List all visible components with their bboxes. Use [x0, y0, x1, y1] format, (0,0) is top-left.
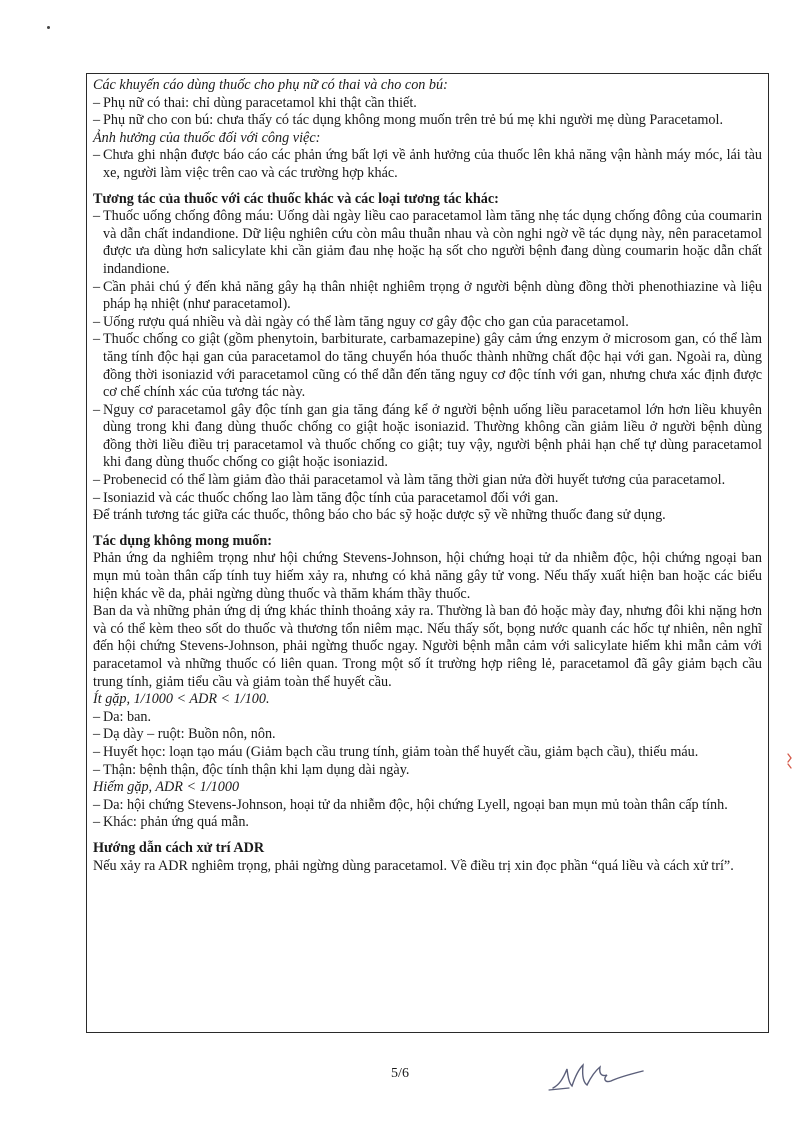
list-item: – Thuốc chống co giật (gồm phenytoin, barbiturate, carbamazepine) gây cảm ứng enzym ở microsom gan, có thể làm tăng tính độc hại gan của paracetamol do tăng chuyển hóa thuốc thành những chất độc hại với gan. Ngoài ra, dùng đồng thời isoniazid với paracetamol cũng có thể dẫn đến tăng nguy cơ độc tính với gan, nhưng chưa xác định được cơ chế chính xác của tương tác này. — [93, 331, 762, 401]
list-item-text: Isoniazid và các thuốc chống lao làm tăng độc tính của paracetamol đối với gan. — [103, 489, 559, 506]
list-item-text: Da: ban. — [103, 708, 152, 725]
interactions-section — [93, 191, 762, 525]
list-item-text: Cần phải chú ý đến khả năng gây hạ thân nhiệt nghiêm trọng ở người bệnh dùng đồng thời phenothiazine và liệu pháp hạ nhiệt (như paracetamol). — [103, 278, 762, 313]
list-item-text: Phụ nữ có thai: chỉ dùng paracetamol khi thật cần thiết. — [103, 94, 417, 111]
pregnancy-section — [93, 77, 762, 130]
uncommon-heading: Ít gặp, 1/1000 < ADR < 1/100. — [93, 691, 270, 708]
list-item-text: Huyết học: loạn tạo máu (Giảm bạch cầu trung tính, giảm toàn thể huyết cầu, giảm bạch cầu), thiếu máu. — [103, 743, 699, 760]
page-number: 5/6 — [391, 1066, 409, 1081]
adverse-section — [93, 533, 762, 832]
list-item: – Huyết học: loạn tạo máu (Giảm bạch cầu trung tính, giảm toàn thể huyết cầu, giảm bạch cầu), thiếu máu. — [93, 743, 699, 760]
adverse-heading: Tác dụng không mong muốn: — [93, 532, 272, 549]
list-item: – Uống rượu quá nhiều và dài ngày có thể làm tăng nguy cơ gây độc cho gan của paracetamol. — [93, 313, 629, 330]
adverse-paragraph: Phản ứng da nghiêm trọng như hội chứng Stevens-Johnson, hội chứng hoại tử da nhiễm độc, hội chứng ngoại ban mụn mủ toàn thân cấp tính tuy hiếm xảy ra, nhưng có khả năng gây tử vong. Nếu thấy xuất hiện ban hoặc các biểu hiện khác về da, phải ngừng dùng thuốc và thăm khám thầy thuốc. — [93, 550, 762, 602]
list-item-text: Chưa ghi nhận được báo cáo các phản ứng bất lợi về ảnh hưởng của thuốc lên khả năng vận hành máy móc, lái tàu xe, người làm việc trên cao và các trường hợp khác. — [103, 147, 762, 181]
list-item: – Dạ dày – ruột: Buồn nôn, nôn. — [93, 726, 276, 743]
list-item: – Thận: bệnh thận, độc tính thận khi lạm dụng dài ngày. — [93, 761, 410, 778]
management-section — [93, 840, 762, 875]
list-item: – Thuốc uống chống đông máu: Uống dài ngày liều cao paracetamol làm tăng nhẹ tác dụng chống đông của coumarin và dẫn chất indandione. Dữ liệu nghiên cứu còn mâu thuẫn nhau và còn nghi ngờ về tác dụng này, nên paracetamol được ưa dùng hơn salicylate khi cần giảm đau nhẹ hoặc hạ sốt cho người bệnh đang dùng coumarin hoặc dẫn chất indandione. — [93, 208, 762, 277]
scan-speck — [47, 26, 50, 29]
list-item-text: Thuốc chống co giật (gồm phenytoin, barbiturate, carbamazepine) gây cảm ứng enzym ở microsom gan, có thể làm tăng tính độc hại gan của paracetamol do tăng chuyển hóa thuốc thành những chất độc hại với gan. Ngoài ra, dùng đồng thời isoniazid với paracetamol cũng có thể dẫn đến tăng nguy cơ độc tính với gan, nhưng chưa xác định được cơ chế chính xác của tương tác này. — [103, 331, 762, 401]
list-item: – Cần phải chú ý đến khả năng gây hạ thân nhiệt nghiêm trọng ở người bệnh dùng đồng thời phenothiazine và liệu pháp hạ nhiệt (như paracetamol). — [93, 278, 762, 313]
list-item-text: Khác: phản ứng quá mẫn. — [103, 814, 249, 831]
list-item-text: Da: hội chứng Stevens-Johnson, hoại tử da nhiễm độc, hội chứng Lyell, ngoại ban mụn mủ toàn thân cấp tính. — [103, 796, 728, 813]
pregnancy-heading: Các khuyến cáo dùng thuốc cho phụ nữ có thai và cho con bú: — [93, 77, 448, 93]
management-heading: Hướng dẫn cách xử trí ADR — [93, 839, 265, 856]
list-item: – Probenecid có thể làm giảm đào thải paracetamol và làm tăng thời gian nửa đời huyết tương của paracetamol. — [93, 472, 726, 489]
list-item: – Phụ nữ cho con bú: chưa thấy có tác dụng không mong muốn trên trẻ bú mẹ khi người mẹ dùng Paracetamol. — [93, 112, 724, 129]
management-text: Nếu xảy ra ADR nghiêm trọng, phải ngừng dùng paracetamol. Về điều trị xin đọc phần “quá liều và cách xử trí”. — [93, 857, 734, 874]
signature-scribble — [545, 1055, 655, 1095]
rare-heading: Hiếm gặp, ADR < 1/1000 — [93, 779, 240, 796]
list-item-text: Nguy cơ paracetamol gây độc tính gan gia tăng đáng kể ở người bệnh uống liều paracetamol lớn hơn liều khuyên dùng trong khi đang dùng thuốc chống co giật hoặc isoniazid. Thường không cần giảm liều ở người bệnh dùng đồng thời liều điều trị paracetamol và thuốc chống co giật; tuy vậy, người bệnh phải hạn chế tự dùng paracetamol khi đang dùng thuốc chống co giật hoặc isoniazid. — [103, 401, 762, 471]
list-item: – Phụ nữ có thai: chỉ dùng paracetamol khi thật cần thiết. — [93, 94, 417, 111]
list-item-text: Uống rượu quá nhiều và dài ngày có thể làm tăng nguy cơ gây độc cho gan của paracetamol. — [103, 313, 629, 330]
work-heading: Ảnh hưởng của thuốc đối với công việc: — [93, 129, 321, 146]
work-section — [93, 130, 762, 183]
list-item: – Nguy cơ paracetamol gây độc tính gan gia tăng đáng kể ở người bệnh uống liều paracetamol lớn hơn liều khuyên dùng trong khi đang dùng thuốc chống co giật hoặc isoniazid. Thường không cần giảm liều ở người bệnh dùng đồng thời liều điều trị paracetamol và thuốc chống co giật; tuy vậy, người bệnh phải hạn chế tự dùng paracetamol khi đang dùng thuốc chống co giật hoặc isoniazid. — [93, 401, 762, 471]
interactions-heading: Tương tác của thuốc với các thuốc khác và các loại tương tác khác: — [93, 190, 499, 207]
list-item-text: Thuốc uống chống đông máu: Uống dài ngày liều cao paracetamol làm tăng nhẹ tác dụng chống đông của coumarin và dẫn chất indandione. Dữ liệu nghiên cứu còn mâu thuẫn nhau và còn nghi ngờ về tác dụng này, nên paracetamol được ưa dùng hơn salicylate khi cần giảm đau nhẹ hoặc hạ sốt cho người bệnh đang dùng coumarin hoặc dẫn chất indandione. — [103, 208, 762, 277]
interactions-footer: Để tránh tương tác giữa các thuốc, thông báo cho bác sỹ hoặc dược sỹ về những thuốc đang sử dụng. — [93, 507, 666, 524]
content-frame — [86, 73, 769, 1033]
adverse-paragraph: Ban da và những phản ứng dị ứng khác thỉnh thoảng xảy ra. Thường là ban đỏ hoặc mày đay, nhưng đôi khi nặng hơn và có thể kèm theo sốt do thuốc và thương tổn niêm mạc. Nếu thấy sốt, bọng nước quanh các hốc tự nhiên, nên nghĩ đến hội chứng Stevens-Johnson, phải ngừng thuốc ngay. Người bệnh mẫn cảm với salicylate hiếm khi mẫn cảm với paracetamol và những thuốc có liên quan. Trong một số ít trường hợp riêng lẻ, paracetamol đã gây giảm bạch cầu trung tính, giảm tiểu cầu và giảm toàn thể huyết cầu. — [93, 603, 762, 690]
list-item-text: Probenecid có thể làm giảm đào thải paracetamol và làm tăng thời gian nửa đời huyết tương của paracetamol. — [103, 472, 726, 489]
list-item-text: Phụ nữ cho con bú: chưa thấy có tác dụng không mong muốn trên trẻ bú mẹ khi người mẹ dùng Paracetamol. — [103, 112, 724, 129]
margin-mark — [786, 752, 794, 770]
list-item: – Da: ban. — [93, 708, 152, 725]
list-item: – Da: hội chứng Stevens-Johnson, hoại tử da nhiễm độc, hội chứng Lyell, ngoại ban mụn mủ toàn thân cấp tính. — [93, 796, 728, 813]
list-item: – Chưa ghi nhận được báo cáo các phản ứng bất lợi về ảnh hưởng của thuốc lên khả năng vận hành máy móc, lái tàu xe, người làm việc trên cao và các trường hợp khác. — [93, 147, 762, 181]
list-item-text: Dạ dày – ruột: Buồn nôn, nôn. — [103, 726, 276, 743]
list-item-text: Thận: bệnh thận, độc tính thận khi lạm dụng dài ngày. — [103, 761, 410, 778]
list-item: – Isoniazid và các thuốc chống lao làm tăng độc tính của paracetamol đối với gan. — [93, 489, 559, 506]
list-item: – Khác: phản ứng quá mẫn. — [93, 814, 249, 831]
